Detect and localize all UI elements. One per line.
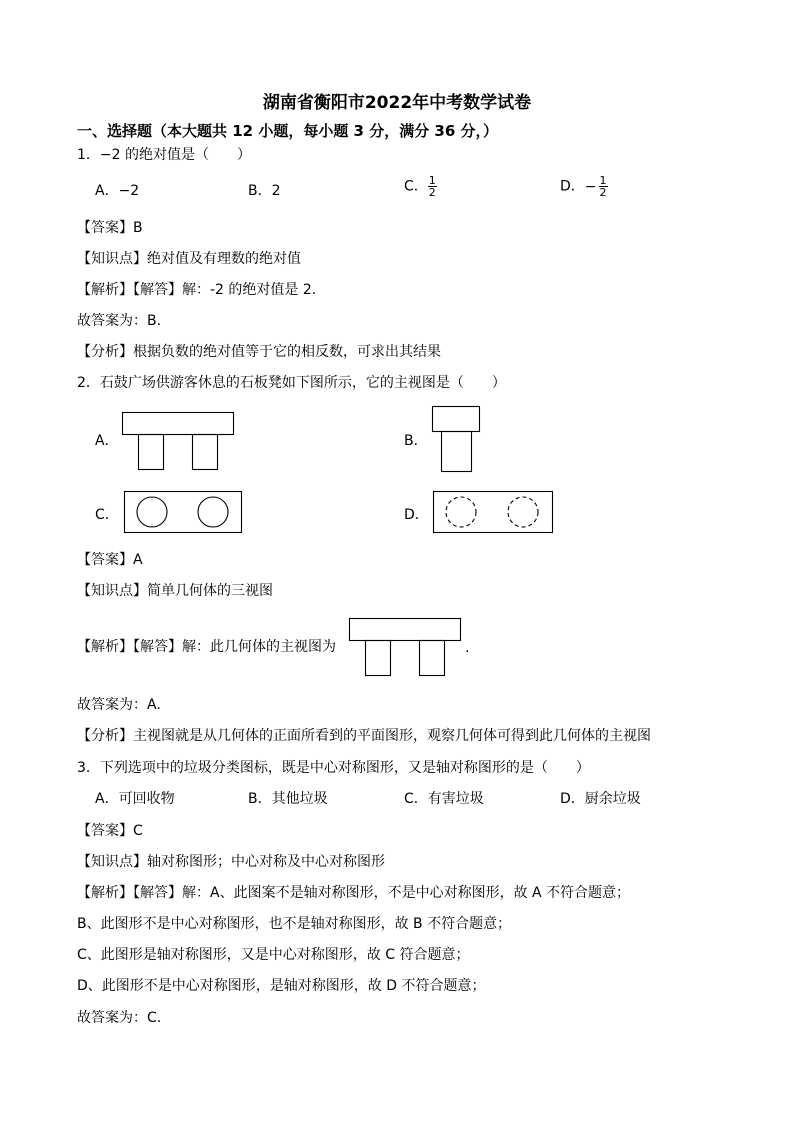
bench-leg-right [420, 641, 445, 676]
q3-analysis-line-4: D、此图形不是中心对称图形，是轴对称图形，故 D 不符合题意； [77, 978, 486, 994]
q2-option-b-figure [432, 406, 482, 474]
q1-answer: 【答案】B [77, 220, 143, 236]
q3-stem: 3．下列选项中的垃圾分类图标，既是中心对称图形，又是轴对称图形的是（ ） [77, 760, 590, 776]
q3-option-c: C．有害垃圾 [404, 791, 484, 807]
top-view-rect [125, 492, 242, 533]
fraction-numerator: 1 [428, 174, 436, 187]
q3-option-d: D．厨余垃圾 [560, 791, 641, 807]
bench-top-rect [123, 413, 234, 435]
minus-sign: − [584, 178, 597, 195]
q2-option-c-label: C． [95, 507, 119, 523]
bench-top-rect [350, 619, 461, 641]
q1-knowledge-point: 【知识点】绝对值及有理数的绝对值 [77, 251, 301, 267]
side-view-top [433, 407, 480, 432]
q3-analysis-line-3: C、此图形是轴对称图形，又是中心对称图形，故 C 符合题意； [77, 947, 470, 963]
q3-conclusion: 故答案为：C. [77, 1010, 162, 1026]
q2-option-b-label: B． [404, 433, 428, 449]
q2-analysis: 【解析】【解答】解：此几何体的主视图为 [77, 639, 336, 655]
q2-conclusion: 故答案为：A. [77, 697, 161, 713]
bottom-view-rect [434, 492, 553, 533]
q2-analysis-period: . [465, 640, 470, 656]
q3-analysis-line-2: B、此图形不是中心对称图形，也不是轴对称图形，故 B 不符合题意； [77, 916, 512, 932]
q1-option-d-label: D． [560, 178, 585, 195]
bench-leg-left [139, 435, 164, 470]
q3-answer: 【答案】C [77, 823, 143, 839]
q1-option-c [404, 175, 437, 198]
q1-option-d-fraction [599, 175, 608, 198]
q3-option-a: A．可回收物 [95, 791, 175, 807]
q1-conclusion: 故答案为：B. [77, 313, 162, 329]
q3-option-b: B．其他垃圾 [248, 791, 328, 807]
q2-option-d-label: D． [404, 507, 429, 523]
q3-analysis-line-1: 【解析】【解答】解：A、此图案不是轴对称图形，不是中心对称图形，故 A 不符合题意； [77, 885, 631, 901]
document-title: 湖南省衡阳市2022年中考数学试卷 [262, 93, 532, 113]
dashed-circle-left [446, 497, 476, 527]
q2-knowledge-point: 【知识点】简单几何体的三视图 [77, 583, 273, 599]
fraction-numerator: 1 [599, 174, 607, 187]
bench-leg-right [193, 435, 218, 470]
q3-knowledge-point: 【知识点】轴对称图形；中心对称及中心对称图形 [77, 854, 385, 870]
q2-option-a-figure [122, 412, 236, 472]
bench-leg-left [366, 641, 391, 676]
solid-circle-right [198, 497, 228, 527]
fraction-denominator: 2 [599, 186, 607, 199]
q2-option-d-figure [433, 491, 555, 535]
q2-option-c-figure [124, 491, 244, 535]
section-heading: 一、选择题（本大题共 12 小题，每小题 3 分，满分 36 分，） [77, 122, 499, 140]
q1-option-a: A．−2 [95, 183, 140, 199]
q1-analysis: 【解析】【解答】解：-2 的绝对值是 2. [77, 282, 317, 298]
q1-option-b: B．2 [248, 183, 281, 199]
q2-answer: 【答案】A [77, 552, 143, 568]
q1-stem: 1．−2 的绝对值是（ ） [77, 147, 251, 163]
q1-note: 【分析】根据负数的绝对值等于它的相反数，可求出其结果 [77, 344, 441, 360]
q2-note: 【分析】主视图就是从几何体的正面所看到的平面图形，观察几何体可得到此几何体的主视图 [77, 728, 651, 744]
solid-circle-left [137, 497, 167, 527]
q1-option-d [560, 175, 608, 198]
q2-option-a-label: A． [95, 433, 119, 449]
q1-option-c-fraction [428, 175, 437, 198]
q2-analysis-figure [349, 618, 463, 678]
dashed-circle-right [508, 497, 538, 527]
q1-option-c-label: C． [404, 178, 428, 195]
fraction-denominator: 2 [428, 186, 436, 199]
q2-stem: 2．石鼓广场供游客休息的石板凳如下图所示，它的主视图是（ ） [77, 375, 506, 391]
side-view-leg [442, 432, 472, 472]
